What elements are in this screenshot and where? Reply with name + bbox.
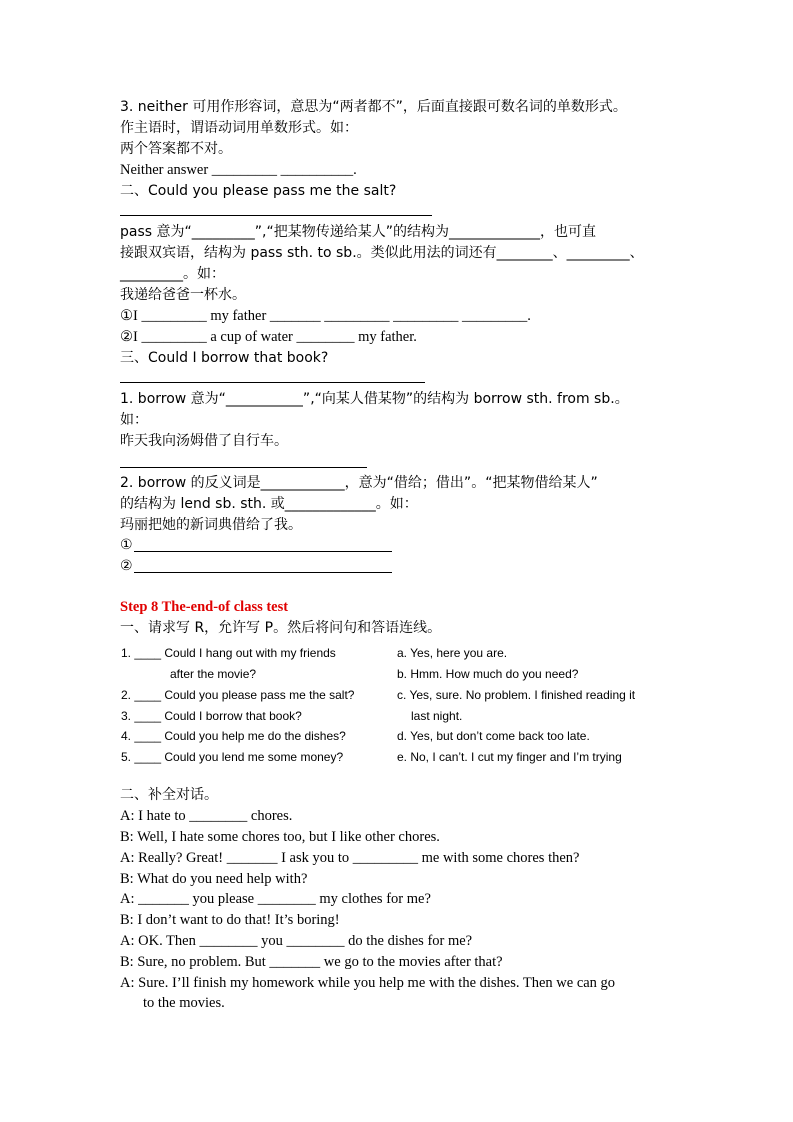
answer-line: [120, 467, 367, 468]
section3-heading: 三、Could I borrow that book?: [120, 350, 329, 366]
dialogue-line: A: Really? Great! _______ I ask you to _________ me with some chores then?: [120, 850, 580, 866]
pass-example-1: ①I _________ my father _______ _________ _________ _________.: [120, 308, 531, 324]
answer-line: [134, 551, 392, 552]
dialogue-line-cont: to the movies.: [143, 995, 225, 1011]
answer-a: a. Yes, here you are.: [397, 646, 508, 660]
answer-d: d. Yes, but don’t come back too late.: [397, 729, 590, 743]
dialogue-line: A: Sure. I’ll finish my homework while you help me with the dishes. Then we can go: [120, 975, 616, 991]
dialogue-line: A: _______ you please ________ my clothes for me?: [120, 891, 431, 907]
pass-line1: pass 意为“_________”,“把某物传递给某人”的结构为_____________，也可直: [120, 224, 596, 240]
dialogue-line: B: Well, I hate some chores too, but I like other chores.: [120, 829, 440, 845]
circled-two: ②: [120, 558, 133, 574]
pass-example-2: ②I _________ a cup of water ________ my father.: [120, 329, 417, 345]
lend-line2: 的结构为 lend sb. sth. 或_____________。如：: [120, 496, 418, 512]
circled-one: ①: [120, 537, 133, 553]
question-1-cont: after the movie?: [170, 667, 257, 681]
dialogue-line: B: I don’t want to do that! It’s boring!: [120, 912, 340, 928]
dialogue-line: B: Sure, no problem. But _______ we go to the movies after that?: [120, 954, 503, 970]
neither-rule-line1: 3. neither 可用作形容词，意思为“两者都不”，后面直接跟可数名词的单数形式。: [120, 99, 627, 115]
borrow-line1: 1. borrow 意为“___________”,“向某人借某物”的结构为 borrow sth. from sb.。: [120, 391, 629, 407]
dialogue-line: A: I hate to ________ chores.: [120, 808, 293, 824]
question-1: 1. ____ Could I hang out with my friends: [121, 646, 336, 660]
answer-line: [120, 382, 425, 383]
question-4: 4. ____ Could you help me do the dishes?: [121, 729, 346, 743]
neither-example-en: Neither answer _________ __________.: [120, 162, 357, 178]
dialogue-line: A: OK. Then ________ you ________ do the dishes for me?: [120, 933, 473, 949]
question-3: 3. ____ Could I borrow that book?: [121, 709, 302, 723]
answer-c: c. Yes, sure. No problem. I finished reading it: [397, 688, 636, 702]
answer-c-cont: last night.: [411, 709, 463, 723]
question-5: 5. ____ Could you lend me some money?: [121, 750, 344, 764]
pass-line3: _________。如：: [120, 266, 225, 282]
borrow-line2: 如：: [120, 412, 148, 428]
borrow-example-cn: 昨天我向汤姆借了自行车。: [120, 433, 288, 449]
lend-line1: 2. borrow 的反义词是____________，意为“借给；借出”。“把某物借给某人”: [120, 475, 598, 491]
lend-example-cn: 玛丽把她的新词典借给了我。: [120, 517, 302, 533]
part2-heading: 二、补全对话。: [120, 787, 218, 803]
step8-title: Step 8 The-end-of class test: [120, 599, 289, 615]
section2-heading: 二、Could you please pass me the salt?: [120, 183, 397, 199]
pass-line2: 接跟双宾语，结构为 pass sth. to sb.。类似此用法的词还有________、_________、: [120, 245, 644, 261]
neither-example-cn: 两个答案都不对。: [120, 141, 232, 157]
part1-heading: 一、请求写 R，允许写 P。然后将问句和答语连线。: [120, 620, 442, 636]
answer-e: e. No, I can’t. I cut my finger and I’m trying: [397, 750, 622, 764]
answer-line: [120, 215, 432, 216]
answer-line: [134, 572, 392, 573]
pass-example-cn: 我递给爸爸一杯水。: [120, 287, 246, 303]
neither-rule-line2: 作主语时，谓语动词用单数形式。如：: [120, 120, 358, 136]
dialogue-line: B: What do you need help with?: [120, 871, 308, 887]
answer-b: b. Hmm. How much do you need?: [397, 667, 579, 681]
question-2: 2. ____ Could you please pass me the salt?: [121, 688, 355, 702]
